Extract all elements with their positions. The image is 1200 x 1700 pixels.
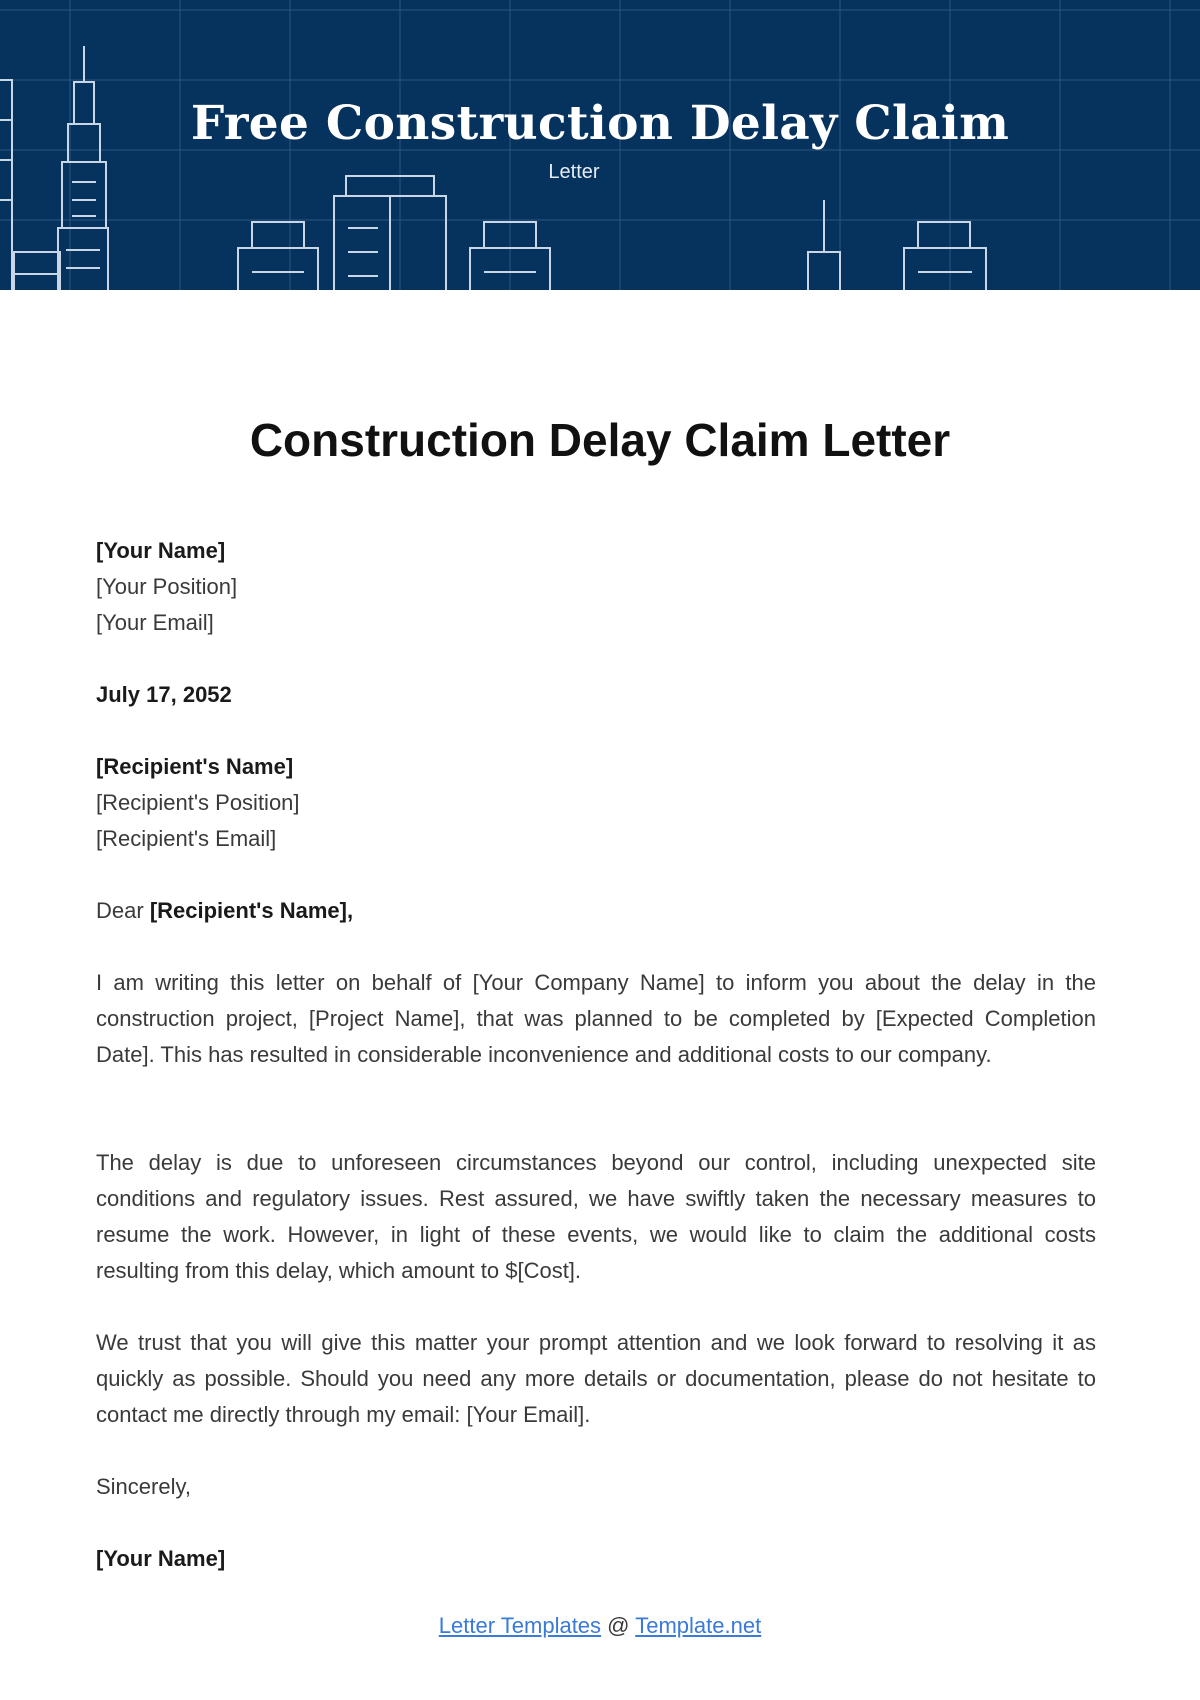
recipient-name: [Recipient's Name] [96, 754, 294, 779]
banner-subtitle: Letter [548, 161, 600, 183]
header-banner [0, 0, 1200, 290]
footer [0, 1613, 1200, 1639]
body-paragraph-3: We trust that you will give this matter your prompt attention and we look forward to resolving it as quickly as possible. Should you need any more details or documentation, please do not hesitate to contact me directly through my email: [Your Email]. [96, 1330, 1096, 1427]
signature-name: [Your Name] [96, 1546, 226, 1571]
template-net-link[interactable]: Template.net [635, 1613, 762, 1638]
sender-position: [Your Position] [96, 574, 238, 599]
closing: Sincerely, [96, 1474, 191, 1499]
document-title: Construction Delay Claim Letter [249, 414, 951, 466]
salutation-name: [Recipient's Name], [149, 898, 354, 923]
recipient-email: [Recipient's Email] [96, 826, 277, 851]
banner-title: Free Construction Delay Claim [190, 96, 1010, 151]
recipient-position: [Recipient's Position] [96, 790, 300, 815]
footer-separator: @ [607, 1613, 630, 1638]
salutation-prefix: Dear [96, 898, 144, 923]
letter-templates-link[interactable]: Letter Templates [438, 1613, 602, 1638]
letter-date: July 17, 2052 [96, 682, 232, 707]
salutation [96, 893, 353, 929]
body-paragraph-1: I am writing this letter on behalf of [Your Company Name] to inform you about the delay in the construction project, [Project Name], that was planned to be completed by [Expected Completion Date]. This has resulted in considerable inconvenience and additional costs to our company. [96, 970, 1096, 1067]
sender-name: [Your Name] [96, 538, 226, 563]
body-paragraph-2: The delay is due to unforeseen circumstances beyond our control, including unexpected site conditions and regulatory issues. Rest assured, we have swiftly taken the necessary measures to resume the work. However, in light of these events, we would like to claim the additional costs resulting from this delay, which amount to $[Cost]. [96, 1150, 1096, 1283]
sender-email: [Your Email] [96, 610, 214, 635]
